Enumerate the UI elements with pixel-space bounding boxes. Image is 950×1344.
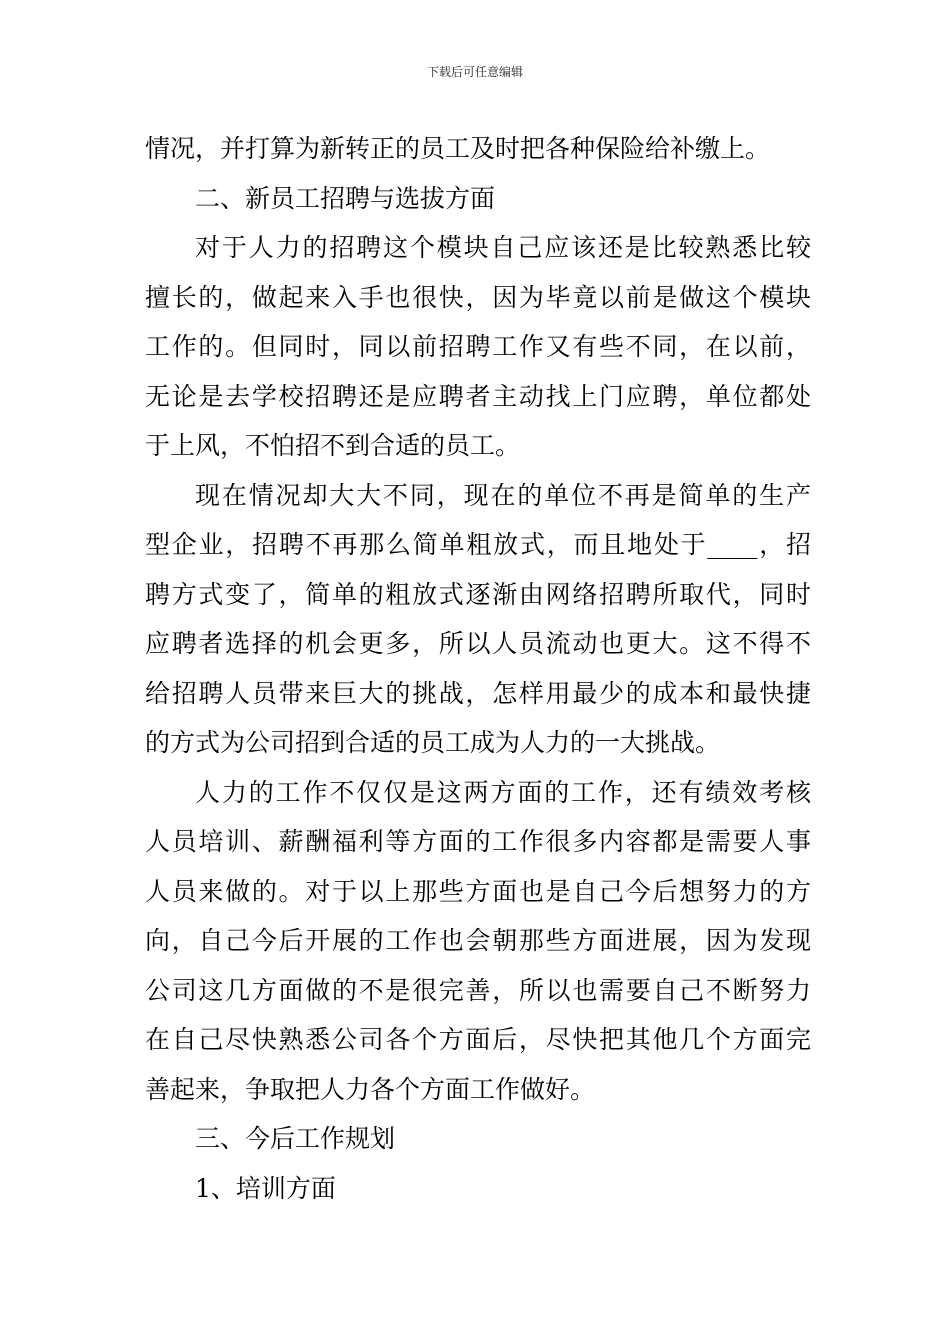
page-header-note: 下载后可任意编辑: [426, 65, 523, 79]
text-line: 1、培训方面: [195, 1173, 336, 1203]
text-line: 公司这几方面做的不是很完善，所以也需要自己不断努力: [145, 975, 811, 1005]
paragraph-recruitment-module: [145, 223, 811, 471]
text-line: 人力的工作不仅仅是这两方面的工作，还有绩效考核: [195, 777, 811, 807]
document-body: [145, 124, 811, 1213]
text-line: 于上风，不怕招不到合适的员工。: [145, 431, 521, 460]
text-line: 对于人力的招聘这个模块自己应该还是比较熟悉比较: [195, 233, 811, 262]
text-line: 型企业，招聘不再那么简单粗放式，而且地处于____，招: [145, 530, 811, 559]
text-line: 三、今后工作规划: [195, 1124, 396, 1153]
text-line: 现在情况却大大不同，现在的单位不再是简单的生产: [195, 480, 811, 510]
text-line: 情况，并打算为新转正的员工及时把各种保险给补缴上。: [145, 134, 771, 163]
text-line: 应聘者选择的机会更多，所以人员流动也更大。这不得不: [145, 629, 811, 658]
paragraph-current-situation: [145, 471, 811, 768]
text-line: 二、新员工招聘与选拔方面: [195, 183, 496, 213]
text-line: 人员培训、薪酬福利等方面的工作很多内容都是需要人事: [145, 827, 811, 856]
text-line: 给招聘人员带来巨大的挑战，怎样用最少的成本和最快捷: [145, 678, 811, 708]
text-line: 的方式为公司招到合适的员工成为人力的一大挑战。: [145, 728, 721, 757]
text-line: 无论是去学校招聘还是应聘者主动找上门应聘，单位都处: [145, 381, 811, 411]
text-line: 聘方式变了，简单的粗放式逐渐由网络招聘所取代，同时: [145, 579, 811, 609]
text-line: 在自己尽快熟悉公司各个方面后，尽快把其他几个方面完: [145, 1025, 811, 1054]
subheading-training: [145, 1164, 811, 1214]
paragraph-hr-work: [145, 768, 811, 1115]
paragraph-insurance-followup: [145, 124, 811, 174]
section-heading-recruitment: [145, 174, 811, 224]
text-line: 人员来做的。对于以上那些方面也是自己今后想努力的方: [145, 876, 811, 906]
text-line: 擅长的，做起来入手也很快，因为毕竟以前是做这个模块: [145, 282, 811, 312]
text-line: 善起来，争取把人力各个方面工作做好。: [145, 1074, 596, 1104]
section-heading-future-plan: [145, 1114, 811, 1164]
text-line: 工作的。但同时，同以前招聘工作又有些不同，在以前，: [145, 332, 811, 361]
text-line: 向，自己今后开展的工作也会朝那些方面进展，因为发现: [145, 926, 811, 955]
